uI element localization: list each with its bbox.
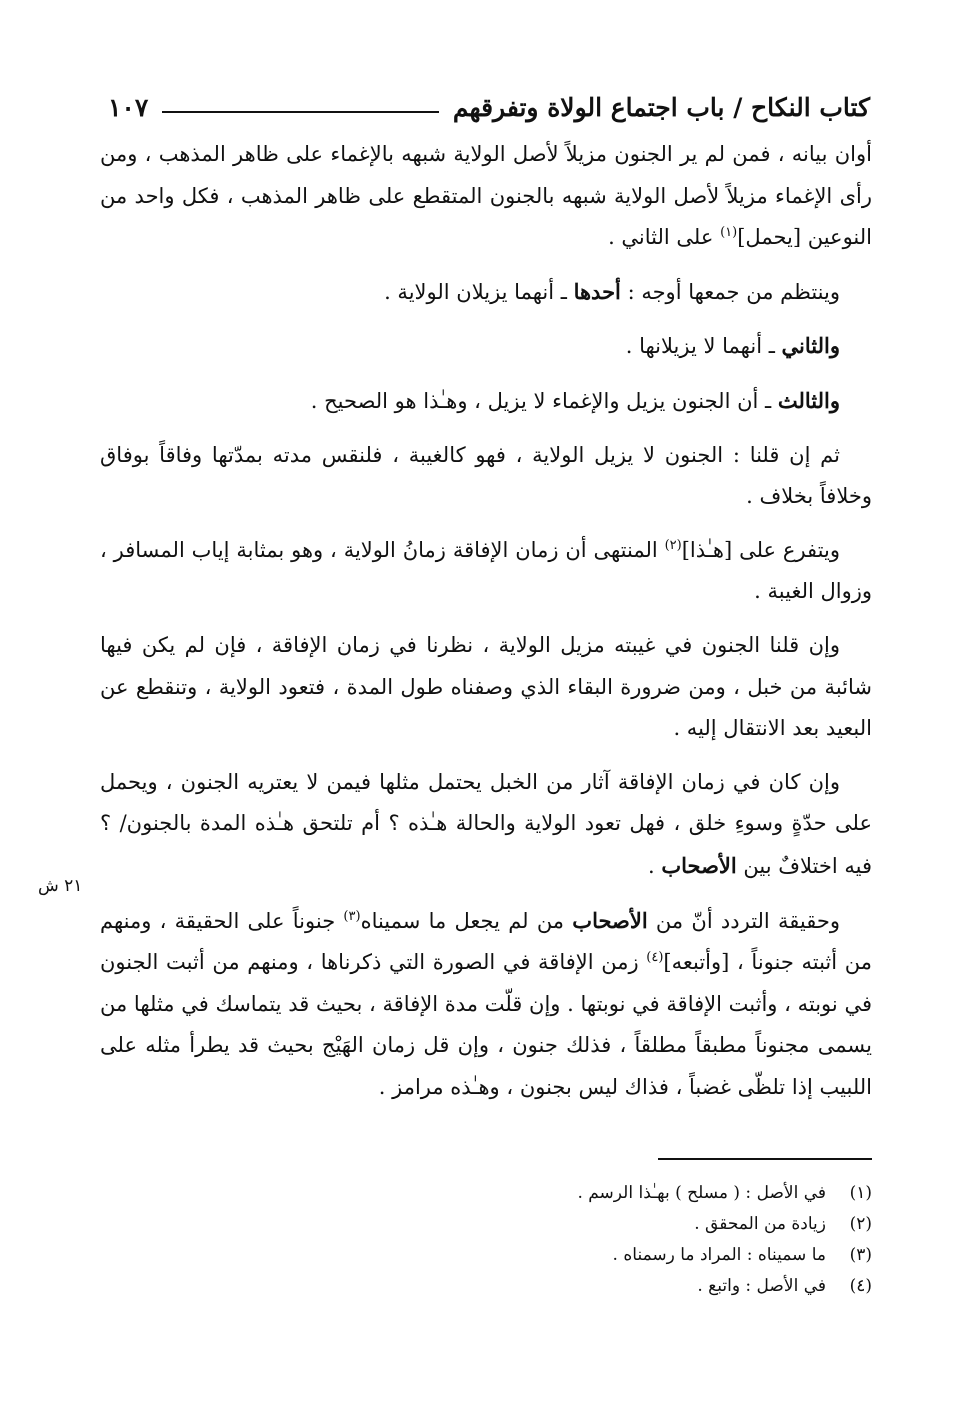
text-run: زمن الإفاقة في الصورة التي ذكرناها ، ومنهم من أثبت الجنون في نوبته ، وأثبت الإفاقة في نوبتها . وإن قلّت مدة الإفاقة ، بحيث قد يتماسك في مثلها من يسمى مجنوناً مطبقاً مطلقاً ، فذلك جنون ، وإن قل زمان الهَيْج بحيث قد يطرأ مثله على اللبيب إذا تلظّى غضباً ، فذاك ليس بجنون ، وهـٰذه مرامز . xyxy=(100,950,872,1099)
text-run: وحقيقة التردد أنّ من xyxy=(647,908,840,933)
text-run: ثم إن قلنا : الجنون لا يزيل الولاية ، فهو كالغيبة ، فلنقس مدته بمدّتها وفاقاً بوفاق وخلافاً بخلاف . xyxy=(100,442,872,509)
footnote xyxy=(300,1209,872,1240)
page-number: ١٠٧ xyxy=(108,93,149,122)
header-title: كتاب النكاح / باب اجتماع الولاة وتفرقهم xyxy=(452,93,870,122)
footnote-rule xyxy=(658,1158,872,1160)
running-header xyxy=(108,82,870,122)
paragraph xyxy=(100,625,872,750)
text-run: من لم يجعل ما سميناه xyxy=(360,908,573,933)
footnote-number: (٣) xyxy=(849,1245,872,1265)
bold-term: الأصحاب xyxy=(661,852,737,878)
text-run: ـ أنهما لا يزيلانها . xyxy=(625,334,782,359)
text-run: وإن قلنا الجنون في غيبته مزيل الولاية ، نظرنا في زمان الإفاقة ، فإن لم يكن فيها شائبة من خبل ، ومن ضرورة البقاء الذي وصفناه طول المدة ، فتعود الولاية ، وتنقطع عن البعيد بعد الانتقال إليه . xyxy=(100,632,872,741)
footnote-ref: (٣) xyxy=(343,908,361,924)
text-run: . xyxy=(647,853,662,878)
bold-term: أحدها xyxy=(573,278,621,304)
text-run: وينتظم من جمعها أوجه : xyxy=(620,279,840,304)
paragraph xyxy=(100,271,872,314)
text-run: على الثاني . xyxy=(608,225,721,250)
footnote-ref: (١) xyxy=(720,225,738,241)
footnote xyxy=(300,1240,872,1271)
bold-term: الأصحاب xyxy=(572,907,648,933)
footnote xyxy=(300,1178,872,1209)
text-run: جنوناً على الحقيقة ، ومنهم من أثبته جنوناً ، [وأتبعه] xyxy=(100,908,872,975)
paragraph xyxy=(100,134,872,259)
bold-term: والثاني xyxy=(781,333,840,359)
footnote xyxy=(300,1271,872,1302)
text-run: أوان بيانه ، فمن لم ير الجنون مزيلاً لأصل الولاية شبهه بالإغماء على ظاهر المذهب ، ومن رأى الإغماء مزيلاً لأصل الولاية شبهه بالجنون المتقطع على ظاهر المذهب ، فكل واحد من النوعين [يحمل] xyxy=(100,142,872,250)
paragraph xyxy=(100,762,872,888)
paragraph xyxy=(100,900,872,1109)
paragraph xyxy=(100,435,872,518)
margin-note: ٢١ ش xyxy=(38,876,83,896)
footnote-text: في الأصل : واتبع . xyxy=(697,1276,826,1296)
paragraph xyxy=(100,530,872,613)
text-run: ويتفرع على [هـٰذا] xyxy=(681,537,840,562)
text-run: ـ أن الجنون يزيل والإغماء لا يزيل ، وهـٰذا هو الصحيح . xyxy=(310,388,778,413)
text-run: المنتهى أن زمان الإفاقة زمانُ الولاية ، وهو بمثابة إياب المسافر ، وزوال الغيبة . xyxy=(100,537,872,604)
text-run: وإن كان في زمان الإفاقة آثار من الخبل يحتمل مثلها فيمن لا يعتريه الجنون ، ويحمل على حدّةٍ وسوءِ خلق ، فهل تعود الولاية والحالة هـٰذه ؟ أم تلتحق هـٰذه المدة بالجنون/ ؟ فيه اختلافٌ بين xyxy=(100,769,872,878)
text-run: ـ أنهما يزيلان الولاية . xyxy=(384,279,574,304)
footnote-text: ما سميناه : المراد ما رسمناه . xyxy=(612,1245,826,1265)
footnote-text: في الأصل : ( مسلح ) بهـٰذا الرسم . xyxy=(577,1183,826,1203)
paragraph xyxy=(100,325,872,368)
main-text xyxy=(100,134,872,1108)
footnote-number: (٢) xyxy=(849,1214,872,1234)
footnote-text: زيادة من المحقق . xyxy=(694,1214,826,1234)
header-rule xyxy=(162,111,439,113)
footnote-number: (١) xyxy=(849,1183,872,1203)
footnote-number: (٤) xyxy=(849,1276,872,1296)
bold-term: والثالث xyxy=(777,387,840,413)
footnote-ref: (٤) xyxy=(646,950,664,966)
paragraph xyxy=(100,380,872,423)
footnote-ref: (٢) xyxy=(664,537,682,553)
footnotes xyxy=(300,1178,872,1302)
